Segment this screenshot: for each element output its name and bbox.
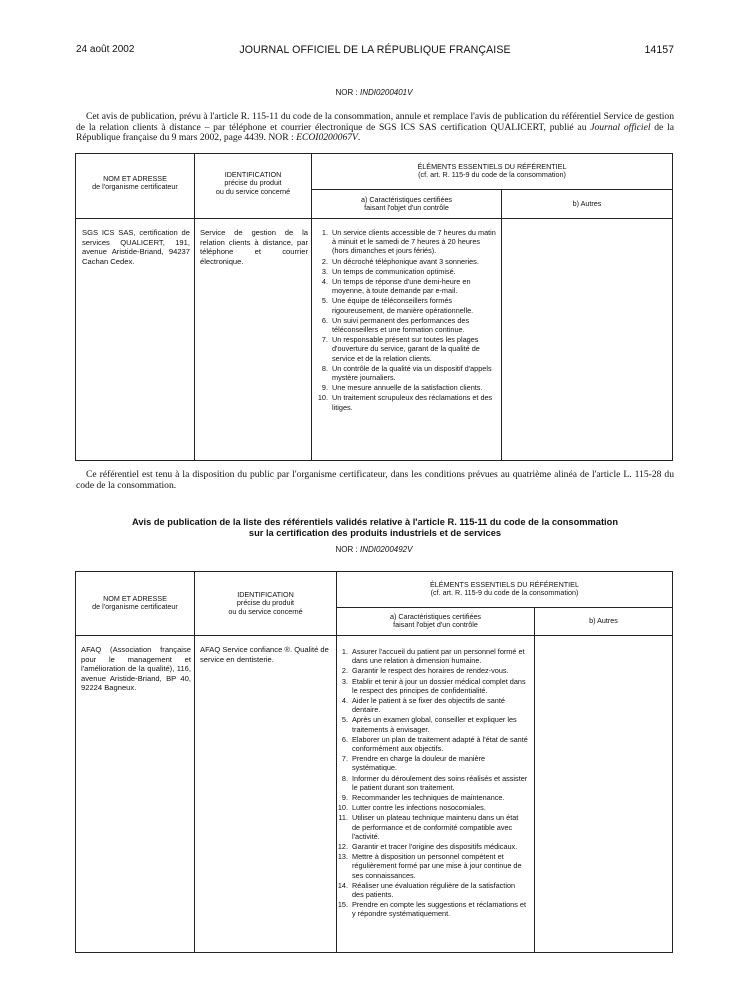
criterion-text: Garantir et tracer l'origine des dispositifs médicaux. — [352, 842, 518, 852]
identification-cell: AFAQ Service confiance ®. Qualité de service en dentisterie. — [200, 645, 329, 664]
criterion-text: Elaborer un plan de traitement adapté à l'état de santé conformément aux objectifs. — [352, 734, 528, 754]
nor-label: NOR : — [335, 88, 358, 97]
elements-header: ÉLÉMENTS ESSENTIELS DU RÉFÉRENTIEL — [417, 162, 567, 171]
criterion-text: Assurer l'accueil du patient par un personnel formé et dans une relation à dimension humaine. — [352, 647, 525, 666]
criterion-item — [338, 774, 528, 792]
closing-paragraph: Ce référentiel est tenu à la disposition du public par l'organisme certificateur, dans les conditions prévues au quatrième alinéa de l'article L. 115-28 du code de la consommation. — [76, 469, 674, 491]
criterion-number: 6. — [341, 734, 348, 744]
intro-text-1: Cet avis de publication, prévu à l'article R. 115-11 du code de la consommation, annule et remplace l'avis de publication du référentiel Service de gestion de la relation clients à distance – par téléphone et courrier électronique de SGS ICS SAS certification QUALICERT, publié au — [76, 111, 674, 133]
criterion-text: Un temps de communication optimisé. — [332, 266, 456, 276]
elements-header: ÉLÉMENTS ESSENTIELS DU RÉFÉRENTIEL — [430, 580, 579, 589]
criterion-number: 5. — [341, 715, 348, 725]
criterion-item — [318, 393, 498, 411]
criterion-text: Un décroché téléphonique avant 3 sonneries. — [332, 256, 479, 266]
col-header-autres: b) Autres — [589, 616, 618, 625]
criterion-number: 11. — [338, 813, 348, 823]
criterion-item — [338, 735, 528, 753]
criterion-item — [318, 257, 498, 266]
criterion-text: Prendre en compte les suggestions et réclamations et y répondre systématiquement. — [352, 900, 527, 919]
criterion-text: Un responsable présent sur toutes les plages d'ouverture du service, garant de la qualité de service et de la relation clients. — [332, 335, 480, 363]
nor-code: INDI0200492V — [359, 545, 413, 554]
criterion-text: Un contrôle de la qualité via un dispositif d'appels mystère journaliers. — [332, 363, 492, 383]
criterion-item — [338, 803, 528, 812]
col-header-organisme: NOM ET ADRESSE de l'organisme certificateur — [92, 594, 178, 612]
elements-subheader: (cf. art. R. 115-9 du code de la consommation) — [430, 588, 579, 597]
criterion-text: Un service clients accessible de 7 heures du matin à minuit et le samedi de 7 heures à 20 heures (hors dimanches et jours fériés). — [332, 228, 496, 256]
nor-reference-1 — [0, 88, 748, 97]
criterion-number: 15. — [337, 900, 348, 910]
criterion-text: Lutter contre les infections nosocomiales. — [352, 803, 486, 813]
criterion-number: 10. — [317, 393, 328, 403]
nor-code: INDI0200401V — [359, 88, 413, 97]
criterion-text: Informer du déroulement des soins réalisés et assister le patient durant son traitement. — [352, 773, 528, 792]
criterion-text: Réaliser une évaluation régulière de la satisfaction des patients. — [352, 880, 516, 900]
criteria-list — [338, 647, 528, 919]
criterion-number: 9. — [321, 383, 328, 393]
page-header — [76, 44, 674, 58]
intro-text-3: . — [357, 132, 361, 144]
criterion-number: 13. — [337, 852, 348, 862]
criterion-item — [318, 228, 498, 256]
criterion-text: Un temps de réponse d'une demi-heure en moyenne, à toute demande par e-mail. — [332, 277, 471, 296]
criterion-number: 3. — [321, 266, 328, 276]
criterion-item — [338, 696, 528, 714]
criterion-number: 12. — [337, 842, 348, 852]
criterion-text: Après un examen global, conseiller et expliquer les traitements à envisager. — [352, 715, 517, 734]
col-header-identification: IDENTIFICATION précise du produit ou du service concerné — [228, 590, 303, 616]
criterion-item — [318, 267, 498, 276]
criterion-text: Aider le patient à se fixer des objectifs de santé dentaire. — [352, 696, 505, 715]
criterion-item — [338, 647, 528, 665]
criterion-number: 14. — [337, 880, 348, 890]
criterion-item — [318, 364, 498, 382]
referentiel-table-2 — [75, 571, 673, 953]
criterion-item — [338, 900, 528, 918]
criterion-number: 4. — [341, 696, 348, 706]
criterion-item — [338, 754, 528, 772]
intro-journal-italic: Journal officiel — [590, 121, 651, 133]
criterion-number: 8. — [321, 363, 328, 373]
referentiel-table-1 — [75, 153, 673, 461]
criteria-cell — [318, 228, 498, 413]
criterion-text: Mettre à disposition un personnel compétent et régulièrement formé par une mise à jour continue de ses connaissances. — [352, 852, 522, 880]
criterion-item — [338, 842, 528, 851]
journal-title: JOURNAL OFFICIEL DE LA RÉPUBLIQUE FRANÇAISE — [239, 44, 511, 56]
nor-reference-2 — [0, 545, 748, 554]
criterion-text: Une mesure annuelle de la satisfaction clients. — [332, 383, 483, 393]
criterion-number: 4. — [321, 277, 328, 287]
organisme-cell: AFAQ (Association française pour le management et l'amélioration de la qualité), 116, avenue Aristide-Briand, BP 40, 92224 Bagneux. — [81, 645, 191, 693]
criterion-text: Garantir le respect des horaires de rendez-vous. — [352, 666, 509, 676]
criterion-text: Recommander les techniques de maintenance. — [352, 793, 505, 803]
criterion-number: 2. — [341, 666, 348, 676]
criterion-text: Une équipe de téléconseillers formés rigoureusement, de manière opérationnelle. — [332, 296, 474, 315]
criterion-item — [338, 813, 528, 841]
criterion-item — [318, 335, 498, 363]
criterion-number: 2. — [321, 256, 328, 266]
criterion-item — [338, 881, 528, 899]
criterion-text: Utiliser un plateau technique maintenu dans un état de performance et de conformité compatible avec l'activité. — [352, 813, 519, 841]
criteria-cell — [338, 647, 528, 920]
col-header-characteristics: a) Caractéristiques certifiées faisant l'objet d'un contrôle — [389, 612, 482, 630]
criterion-text: Prendre en charge la douleur de manière systématique. — [352, 754, 486, 773]
criterion-number: 5. — [321, 296, 328, 306]
issue-date: 24 août 2002 — [76, 44, 135, 55]
section-title-line1: Avis de publication de la liste des référentiels validés relative à l'article R. 115-11 du code de la consommation — [131, 517, 618, 527]
elements-subheader: (cf. art. R. 115-9 du code de la consommation) — [418, 170, 566, 179]
intro-paragraph — [76, 112, 674, 144]
criterion-number: 9. — [341, 793, 348, 803]
col-header-characteristics: a) Caractéristiques certifiées faisant l'objet d'un contrôle — [360, 195, 453, 213]
intro-nor-ref: ECOI0200067V — [296, 132, 358, 144]
organisme-cell: SGS ICS SAS, certification de services QUALICERT, 191, avenue Aristide-Briand, 94237 Cachan Cedex. — [82, 228, 190, 266]
criterion-text: Etablir et tenir à jour un dossier médical complet dans le respect des principes de confidentialité. — [352, 676, 526, 695]
criterion-item — [318, 383, 498, 392]
criterion-number: 7. — [321, 335, 328, 345]
col-header-organisme: NOM ET ADRESSE de l'organisme certificateur — [92, 174, 178, 192]
criterion-item — [338, 677, 528, 695]
criterion-number: 6. — [321, 315, 328, 325]
nor-label: NOR : — [335, 545, 358, 554]
criterion-number: 3. — [341, 676, 348, 686]
criterion-item — [318, 296, 498, 314]
criterion-item — [318, 277, 498, 295]
criterion-item — [318, 316, 498, 334]
section-title-line2: sur la certification des produits industriels et de services — [248, 528, 502, 538]
criterion-number: 8. — [341, 773, 348, 783]
criteria-list — [318, 228, 498, 412]
criterion-number: 1. — [321, 228, 328, 237]
col-header-autres: b) Autres — [572, 199, 602, 208]
identification-cell: Service de gestion de la relation clients à distance, par téléphone et courrier électronique. — [200, 228, 308, 266]
criterion-item — [338, 793, 528, 802]
criterion-text: Un suivi permanent des performances des téléconseillers et une formation continue. — [332, 315, 470, 335]
criterion-number: 1. — [341, 647, 348, 656]
criterion-text: Un traitement scrupuleux des réclamations et des litiges. — [332, 393, 493, 412]
intro-text-2: de la République française du 9 mars 2002, page 4439. NOR : — [76, 121, 674, 144]
page-number: 14157 — [644, 44, 674, 56]
section-title — [76, 517, 674, 539]
criterion-number: 10. — [337, 803, 348, 813]
criterion-item — [338, 715, 528, 733]
col-header-identification: IDENTIFICATION précise du produit ou du service concerné — [215, 170, 291, 196]
criterion-number: 7. — [341, 754, 348, 764]
criterion-item — [338, 852, 528, 880]
criterion-item — [338, 666, 528, 675]
